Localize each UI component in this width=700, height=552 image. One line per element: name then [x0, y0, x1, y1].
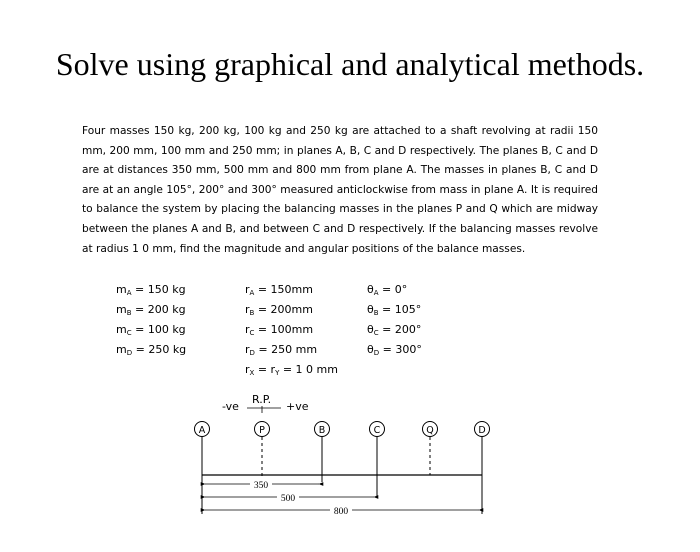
plane-marker-d [475, 422, 490, 437]
problem-statement: Four masses 150 kg, 200 kg, 100 kg and 250 kg are attached to a shaft revolving at radii 150 mm, 200 mm, 100 mm and 250 mm; in planes A, B, C and D respectively. The planes B, C and D are at distances 350 mm, 500 mm and 800 mm from plane A. The masses in planes B, C and D are at an angle 105°, 200° and 300° measured anticlockwise from mass in plane A. It is required to balance the system by placing the balancing masses in the planes P and Q which are midway between the planes A and B, and between C and D respectively. If the balancing masses revolve at radius 1 0 mm, find the magnitude and angular positions of the balance masses. [82, 125, 598, 255]
reference-plane-label: R.P. [252, 393, 272, 406]
dimension-label-350: 350 [253, 481, 269, 491]
angle-d: $\theta_D = 300^\circ$ [367, 343, 422, 357]
plane-label-q: Q [426, 425, 434, 436]
dimension-label-800: 800 [333, 507, 349, 517]
mass-d: $m_D = 250$ kg [116, 343, 187, 357]
mass-a: $m_A = 150$ kg [116, 283, 186, 297]
plane-label-c: C [373, 425, 381, 436]
plane-marker-b [315, 422, 330, 437]
angle-b: $\theta_B = 105^\circ$ [367, 303, 422, 317]
plane-marker-c [370, 422, 385, 437]
plane-label-d: D [478, 425, 486, 436]
plane-marker-a [195, 422, 210, 437]
plane-label-a: A [198, 425, 206, 436]
plane-marker-q [423, 422, 438, 437]
plane-label-p: P [259, 425, 265, 436]
radius-b: $r_B = 200mm$ [245, 303, 313, 317]
mass-c: $m_C = 100$ kg [116, 323, 186, 337]
angle-c: $\theta_C = 200^\circ$ [367, 323, 422, 337]
angle-a: $\theta_A = 0^\circ$ [367, 283, 408, 297]
page-title: Solve using graphical and analytical methods. [55, 46, 645, 82]
radius-c: $r_C = 100mm$ [245, 323, 314, 337]
balance-radius: $r_X = r_Y = 1$ 0 mm [245, 363, 338, 377]
negative-direction-label: -ve [222, 400, 239, 413]
plane-marker-p [255, 422, 270, 437]
plane-label-b: B [318, 425, 326, 436]
positive-direction-label: +ve [286, 400, 309, 413]
mass-b: $m_B = 200$ kg [116, 303, 186, 317]
radius-a: $r_A = 150mm$ [245, 283, 313, 297]
dimension-label-500: 500 [280, 494, 296, 504]
radius-d: $r_D = 250$ mm [245, 343, 318, 357]
